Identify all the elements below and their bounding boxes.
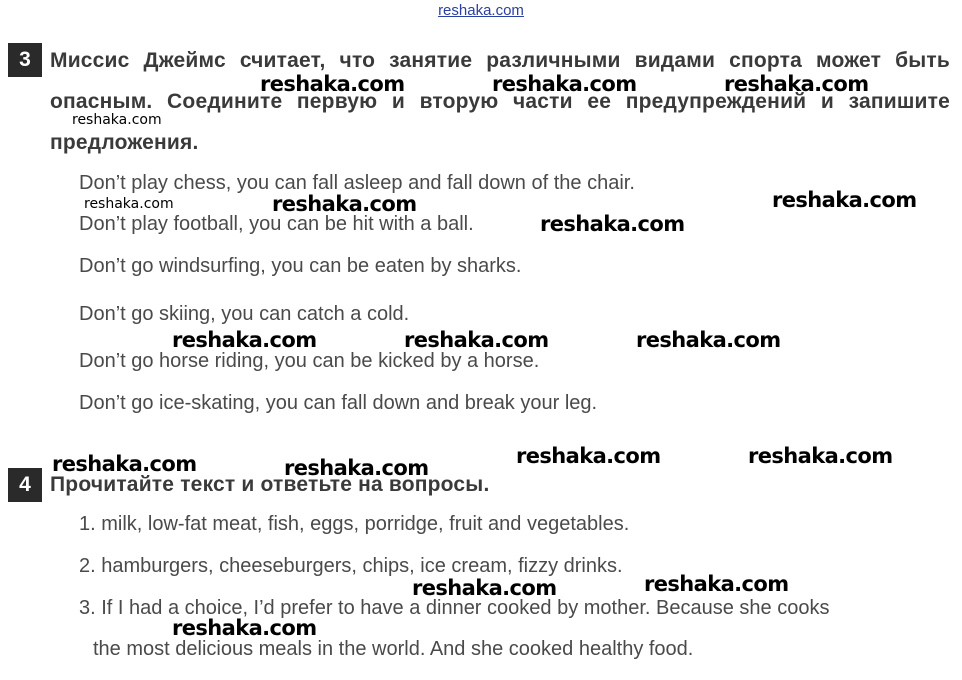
task-4-instruction: Прочитайте текст и ответьте на вопросы.: [50, 473, 490, 496]
task-3-instruction: Миссис Джеймс считает, что занятие различными видами спорта может быть опасным. Соедините первую и вторую части ее предупреждений и запишите предложения.: [50, 49, 950, 154]
watermark: reshaka.com: [636, 328, 781, 352]
sentence-4: Don’t go skiing, you can catch a cold.: [79, 303, 410, 325]
answer-1: 1. milk, low-fat meat, fish, eggs, porridge, fruit and vegetables.: [79, 513, 630, 535]
watermark: reshaka.com: [172, 328, 317, 352]
answer-3-continued: the most delicious meals in the world. And she cooked healthy food.: [93, 638, 694, 660]
watermark: reshaka.com: [172, 616, 317, 640]
watermark: reshaka.com: [724, 72, 869, 96]
task-number-3: 3: [8, 43, 42, 77]
watermark: reshaka.com: [540, 212, 685, 236]
watermark: reshaka.com: [412, 576, 557, 600]
answer-2: 2. hamburgers, cheeseburgers, chips, ice cream, fizzy drinks.: [79, 555, 623, 577]
sentence-6: Don’t go ice-skating, you can fall down and break your leg.: [79, 392, 598, 414]
watermark: reshaka.com: [404, 328, 549, 352]
sentence-2: Don’t play football, you can be hit with a ball.: [79, 213, 474, 235]
watermark: reshaka.com: [492, 72, 637, 96]
watermark: reshaka.com: [644, 572, 789, 596]
sentence-5: Don’t go horse riding, you can be kicked by a horse.: [79, 350, 540, 372]
answer-3: 3. If I had a choice, I’d prefer to have a dinner cooked by mother. Because she cooks: [79, 597, 830, 619]
watermark: reshaka.com: [772, 188, 917, 212]
watermark: reshaka.com: [72, 112, 162, 128]
site-header-link[interactable]: reshaka.com: [438, 2, 524, 19]
watermark: reshaka.com: [84, 196, 174, 212]
sentence-1: Don’t play chess, you can fall asleep and fall down of the chair.: [79, 172, 635, 194]
sentence-3: Don’t go windsurfing, you can be eaten by sharks.: [79, 255, 522, 277]
watermark: reshaka.com: [284, 456, 429, 480]
watermark: reshaka.com: [52, 452, 197, 476]
task-number-4: 4: [8, 468, 42, 502]
watermark: reshaka.com: [516, 444, 661, 468]
watermark: reshaka.com: [260, 72, 405, 96]
watermark: reshaka.com: [272, 192, 417, 216]
watermark: reshaka.com: [748, 444, 893, 468]
